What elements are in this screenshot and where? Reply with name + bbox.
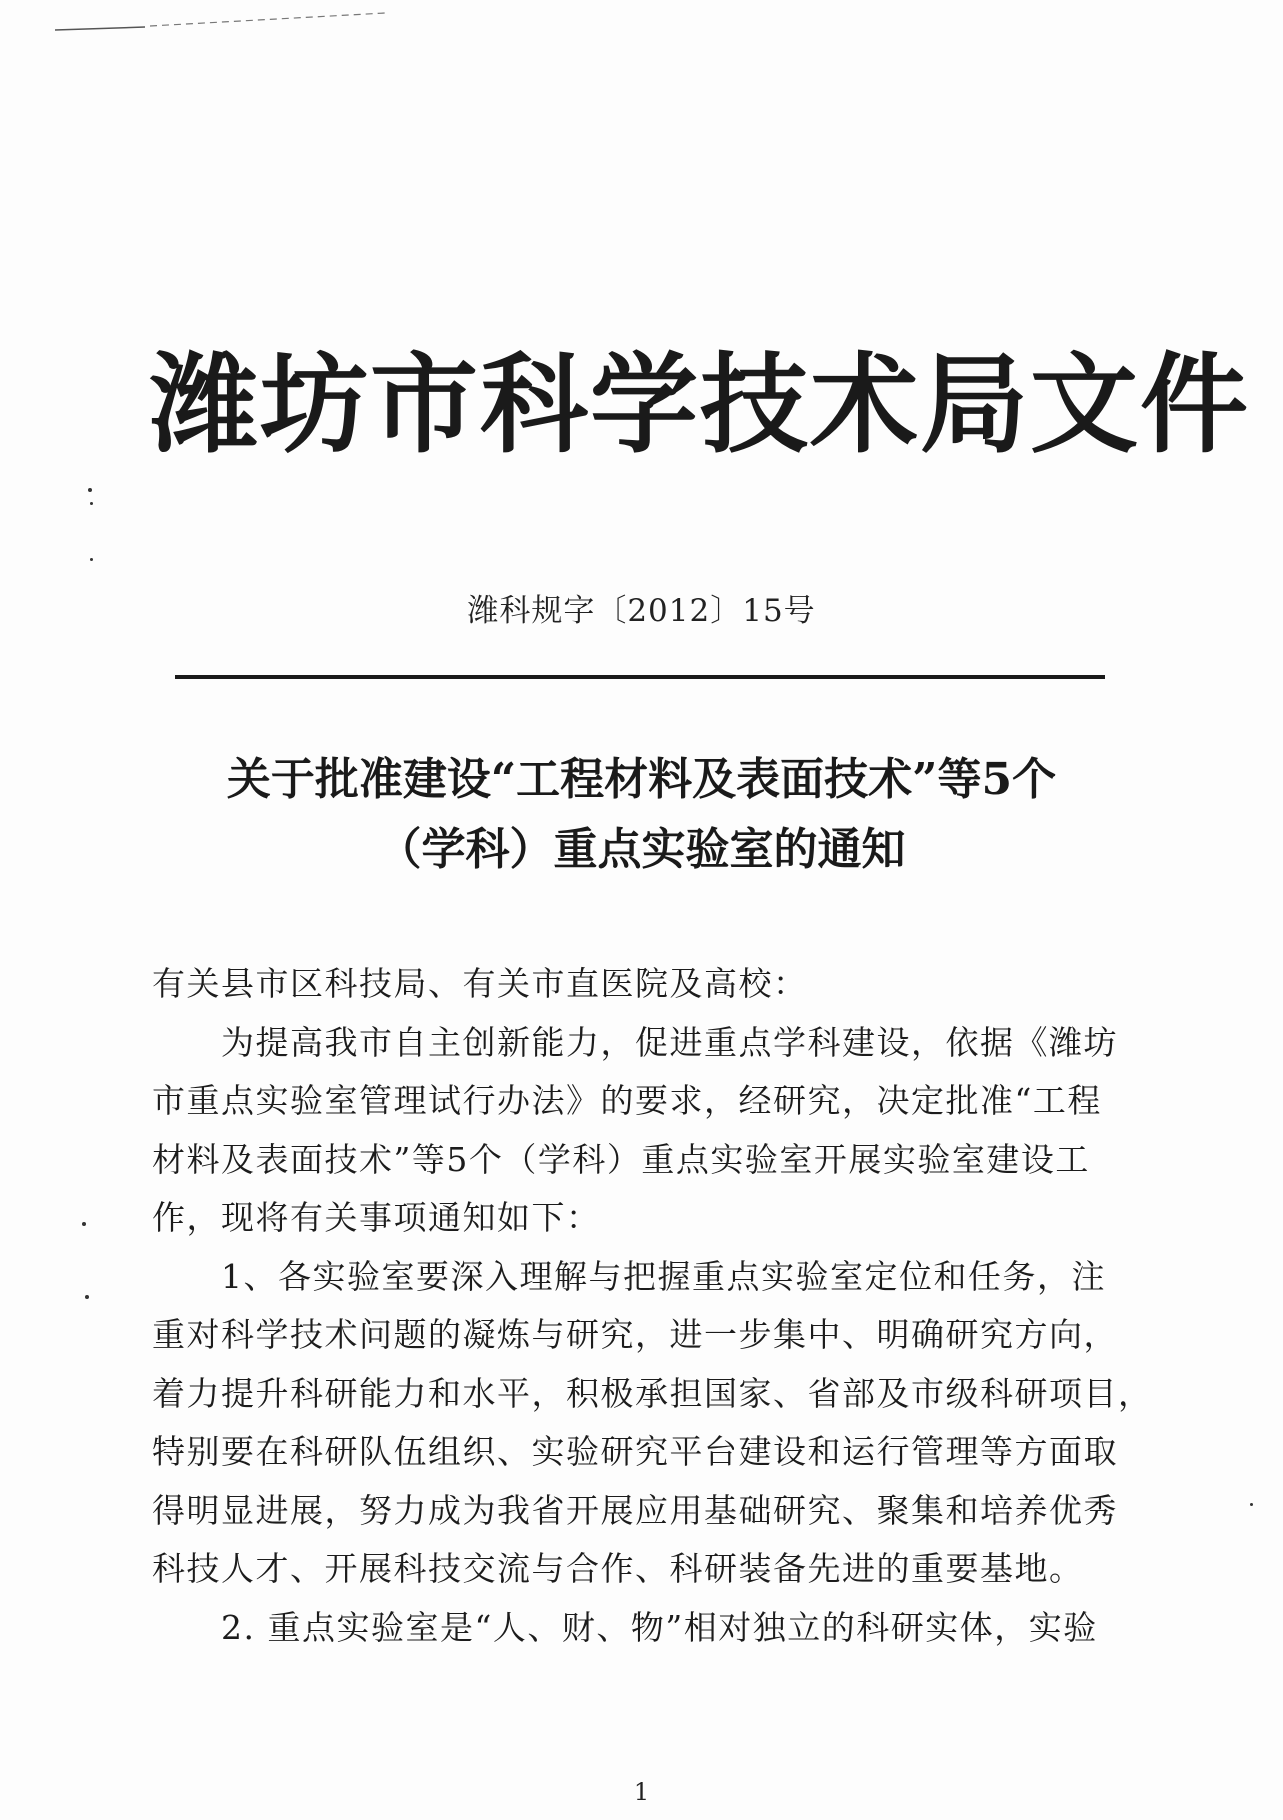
body-line: 2. 重点实验室是“人、财、物”相对独立的科研实体，实验 xyxy=(152,1607,1098,1647)
scan-speck xyxy=(90,558,93,561)
issuer-header: 潍坊市科学技术局文件 xyxy=(150,342,1251,468)
body-line: 科技人才、开展科技交流与合作、科研装备先进的重要基地。 xyxy=(152,1549,1084,1588)
body-line: 材料及表面技术”等5个（学科）重点实验室开展实验室建设工 xyxy=(152,1139,1090,1179)
body-line: 得明显进展，努力成为我省开展应用基础研究、聚集和培养优秀 xyxy=(152,1490,1118,1530)
body-line: 为提高我市自主创新能力，促进重点学科建设，依据《潍坊 xyxy=(152,1022,1118,1062)
body-line: 1、各实验室要深入理解与把握重点实验室定位和任务，注 xyxy=(152,1256,1106,1296)
body-line: 市重点实验室管理试行办法》的要求，经研究，决定批准“工程 xyxy=(152,1081,1102,1120)
scan-speck xyxy=(82,1222,86,1226)
body-line: 特别要在科研队伍组织、实验研究平台建设和运行管理等方面取 xyxy=(152,1432,1118,1471)
header-divider xyxy=(175,675,1105,679)
scan-speck xyxy=(90,502,93,505)
scan-speck xyxy=(88,488,92,492)
body-line: 着力提升科研能力和水平，积极承担国家、省部及市级科研项目， xyxy=(152,1373,1153,1413)
scan-artifact-line xyxy=(55,10,385,34)
notice-body xyxy=(152,955,1153,1657)
document-number: 潍科规字〔2012〕15号 xyxy=(467,593,816,629)
page-number: 1 xyxy=(633,1778,650,1806)
body-line: 有关县市区科技局、有关市直医院及高校： xyxy=(152,964,808,1003)
title-line-1: 关于批准建设“工程材料及表面技术”等5个 xyxy=(226,754,1057,805)
notice-title xyxy=(100,745,1183,885)
body-line: 重对科学技术问题的凝炼与研究，进一步集中、明确研究方向， xyxy=(152,1315,1118,1354)
scan-speck xyxy=(1250,1503,1253,1506)
body-line: 作，现将有关事项通知如下： xyxy=(152,1198,601,1237)
scan-speck xyxy=(85,1295,89,1299)
title-line-2: （学科）重点实验室的通知 xyxy=(377,824,906,875)
